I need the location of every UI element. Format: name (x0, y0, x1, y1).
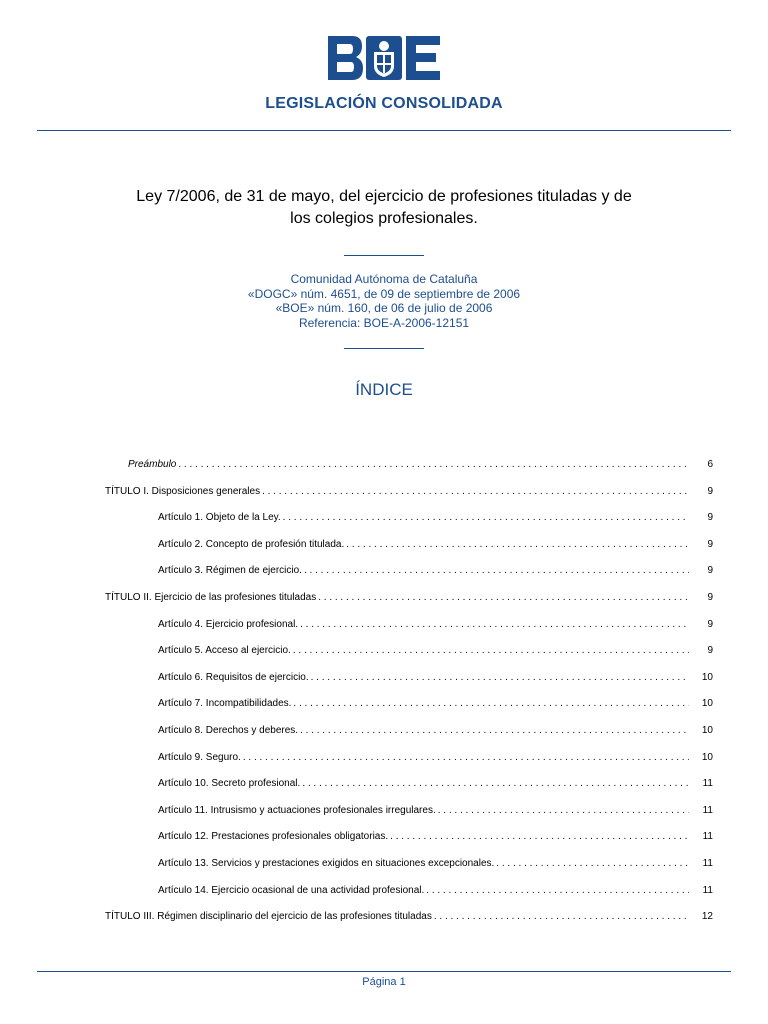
header-divider (37, 130, 731, 131)
toc-entry-page: 9 (707, 512, 713, 524)
toc-entry-page: 11 (702, 831, 713, 843)
toc-entry-label: Artículo 11. Intrusismo y actuaciones profesionales irregulares. (158, 804, 436, 816)
toc-leader-dots (293, 644, 689, 658)
toc-entry[interactable] (158, 697, 713, 711)
toc-entry[interactable] (158, 618, 713, 632)
toc-entry-label: Artículo 3. Régimen de ejercicio. (158, 565, 302, 577)
header-title: LEGISLACIÓN CONSOLIDADA (265, 95, 503, 112)
toc-leader-dots (243, 751, 689, 765)
toc-leader-dots (426, 884, 689, 898)
toc-leader-dots (318, 591, 689, 605)
toc-entry-page: 11 (702, 778, 713, 790)
toc-leader-dots (496, 857, 689, 871)
toc-entry[interactable] (158, 564, 713, 578)
meta-boe: «BOE» núm. 160, de 06 de julio de 2006 (275, 301, 493, 315)
toc-entry[interactable] (158, 830, 713, 844)
toc-entry-page: 10 (701, 698, 713, 710)
toc-entry-page: 12 (701, 911, 713, 923)
toc-entry-label: Artículo 10. Secreto profesional. (158, 778, 301, 790)
toc-leader-dots (302, 777, 689, 791)
toc-entry[interactable] (105, 485, 713, 499)
toc-entry-page: 9 (707, 592, 713, 603)
toc-entry[interactable] (158, 511, 713, 525)
toc-entry[interactable] (158, 857, 713, 871)
toc-entry[interactable] (128, 458, 713, 472)
toc-entry-label: Artículo 12. Prestaciones profesionales obligatorias. (158, 831, 389, 843)
toc-entry-label: Artículo 4. Ejercicio profesional. (158, 618, 299, 630)
meta-community: Comunidad Autónoma de Cataluña (290, 272, 478, 286)
toc-entry[interactable] (158, 644, 713, 658)
toc-entry-label: Preámbulo (128, 459, 177, 470)
toc-entry[interactable] (158, 751, 713, 765)
toc-entry-page: 10 (701, 725, 713, 736)
toc-entry[interactable] (105, 591, 713, 605)
toc-leader-dots (390, 830, 689, 844)
toc-entry-label: TÍTULO I. Disposiciones generales (105, 485, 261, 497)
toc-leader-dots (262, 485, 689, 499)
publication-metadata (0, 272, 768, 330)
toc-entry-page: 11 (702, 884, 713, 896)
toc-leader-dots (293, 697, 689, 711)
toc-entry[interactable] (158, 804, 713, 818)
toc-entry-page: 10 (701, 751, 713, 763)
toc-entry[interactable] (158, 538, 713, 552)
law-title (120, 186, 648, 230)
toc-entry-page: 9 (707, 538, 713, 550)
metadata-separator (344, 348, 424, 349)
toc-leader-dots (283, 511, 689, 525)
title-separator (344, 255, 424, 256)
toc-entry-label: Artículo 6. Requisitos de ejercicio. (158, 671, 309, 683)
meta-dogc: «DOGC» núm. 4651, de 09 de septiembre de 2006 (247, 286, 521, 301)
toc-entry[interactable] (158, 777, 713, 791)
toc-entry-page: 10 (701, 671, 713, 683)
law-title-line-1: Ley 7/2006, de 31 de mayo, del ejercicio de profesiones tituladas y de (136, 188, 632, 205)
toc-entry-label: Artículo 9. Seguro. (158, 751, 241, 763)
toc-entry-page: 9 (707, 565, 713, 577)
toc-leader-dots (300, 618, 689, 632)
toc-entry[interactable] (158, 884, 713, 898)
toc-entry[interactable] (105, 910, 713, 924)
toc-entry-label: Artículo 1. Objeto de la Ley. (158, 512, 281, 524)
toc-leader-dots (304, 564, 689, 578)
toc-entry-page: 11 (702, 858, 713, 869)
toc-leader-dots (311, 671, 689, 685)
toc-entry-label: Artículo 7. Incompatibilidades. (158, 698, 292, 710)
toc-entry-label: Artículo 13. Servicios y prestaciones exigidos en situaciones excepcionales. (158, 858, 495, 869)
toc-entry-label: Artículo 2. Concepto de profesión titulada. (158, 538, 345, 550)
toc-entry-page: 9 (707, 618, 713, 630)
footer-divider (37, 971, 731, 972)
law-title-line-2: los colegios profesionales. (290, 210, 478, 227)
toc-entry-label: TÍTULO III. Régimen disciplinario del ejercicio de las profesiones tituladas (105, 911, 432, 923)
toc-entry-label: Artículo 5. Acceso al ejercicio. (158, 645, 291, 657)
toc-leader-dots (346, 538, 689, 552)
toc-leader-dots (438, 804, 689, 818)
toc-entry-page: 6 (707, 459, 713, 470)
toc-entry-page: 11 (702, 804, 713, 816)
page-number: Página 1 (362, 976, 406, 988)
toc-entry-page: 9 (707, 645, 713, 657)
toc-entry-label: Artículo 8. Derechos y deberes. (158, 725, 299, 736)
toc-entry-label: Artículo 14. Ejercicio ocasional de una actividad profesional. (158, 884, 425, 896)
toc-leader-dots (178, 458, 689, 472)
meta-reference: Referencia: BOE-A-2006-12151 (298, 315, 470, 330)
boe-logo (328, 36, 440, 80)
index-title: ÍNDICE (355, 380, 413, 399)
toc-leader-dots (300, 724, 689, 738)
toc-entry[interactable] (158, 671, 713, 685)
toc-entry-label: TÍTULO II. Ejercicio de las profesiones tituladas (105, 592, 317, 603)
toc-entry-page: 9 (707, 485, 713, 497)
toc-leader-dots (434, 910, 689, 924)
toc-entry[interactable] (158, 724, 713, 738)
